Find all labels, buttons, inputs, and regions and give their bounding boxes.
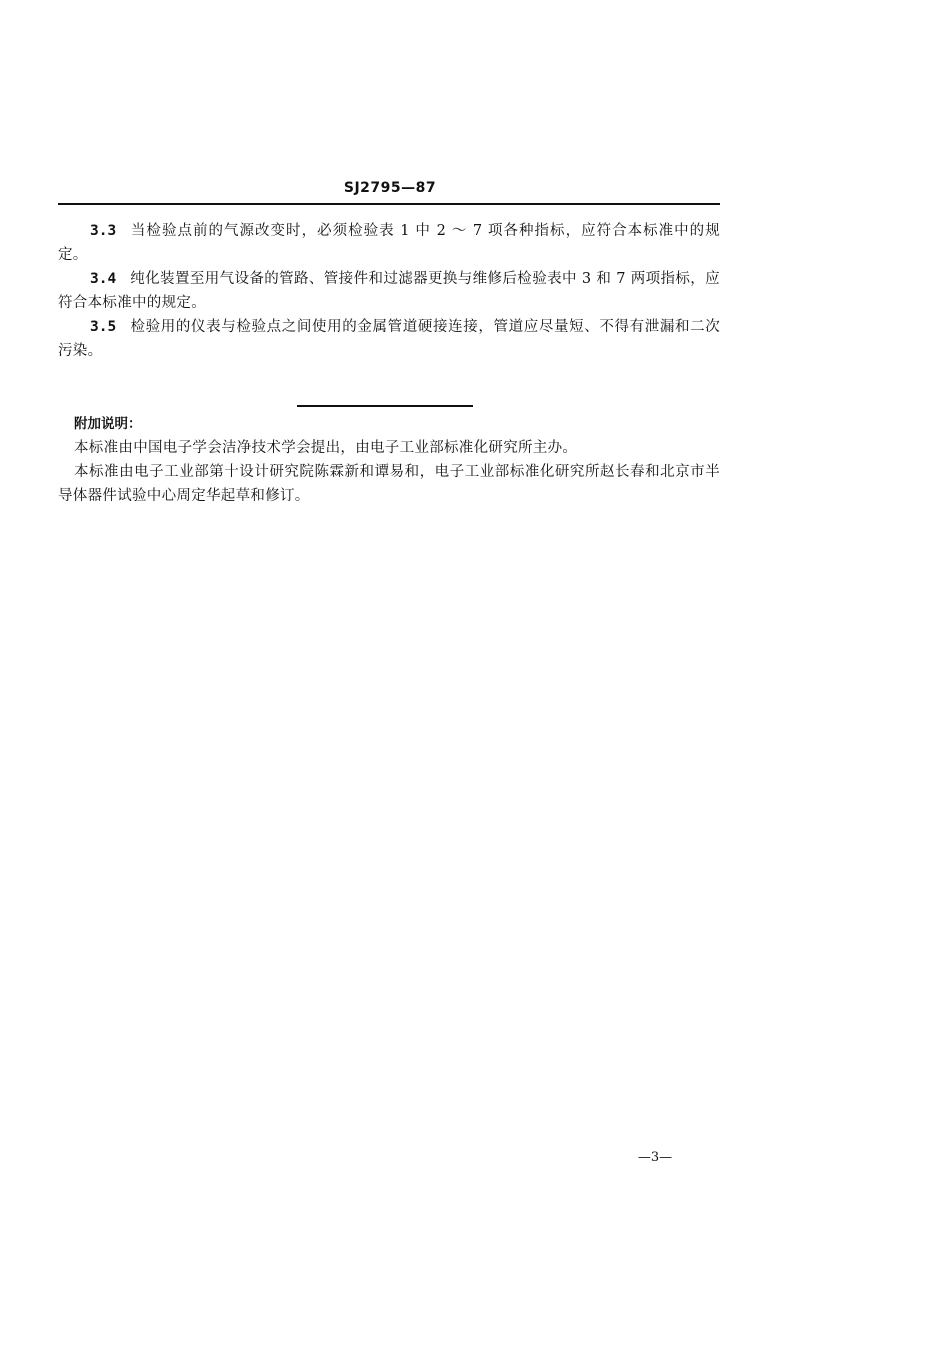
addendum-line: 本标准由中国电子学会洁净技术学会提出，由电子工业部标准化研究所主办。	[74, 440, 578, 456]
clause-number: 3.3	[90, 223, 117, 239]
addendum-line: 本标准由电子工业部第十设计研究院陈霖新和谭易和，电子工业部标准化研究所赵长春和北京市半导体器件试验中心周定华起草和修订。	[58, 464, 720, 504]
standard-code-header: SJ2795—87	[343, 180, 437, 196]
clause-number: 3.4	[90, 271, 117, 287]
clause-3-3	[58, 219, 720, 267]
addendum-title: 附加说明：	[74, 416, 142, 432]
page-number: —3—	[637, 1150, 673, 1165]
header-rule	[58, 203, 720, 205]
clause-3-4	[58, 267, 720, 315]
clause-number: 3.5	[90, 319, 117, 335]
clause-text: 当检验点前的气源改变时，必须检验表 1 中 2 ～ 7 项各种指标，应符合本标准中的规定。	[58, 223, 720, 263]
section-end-rule	[297, 405, 473, 407]
clause-3-5	[58, 315, 720, 363]
addendum-section	[58, 412, 720, 508]
clauses-section	[58, 219, 720, 363]
clause-text: 检验用的仪表与检验点之间使用的金属管道硬接连接，管道应尽量短、不得有泄漏和二次污染。	[58, 319, 720, 359]
clause-text: 纯化装置至用气设备的管路、管接件和过滤器更换与维修后检验表中 3 和 7 两项指标，应符合本标准中的规定。	[58, 271, 720, 311]
